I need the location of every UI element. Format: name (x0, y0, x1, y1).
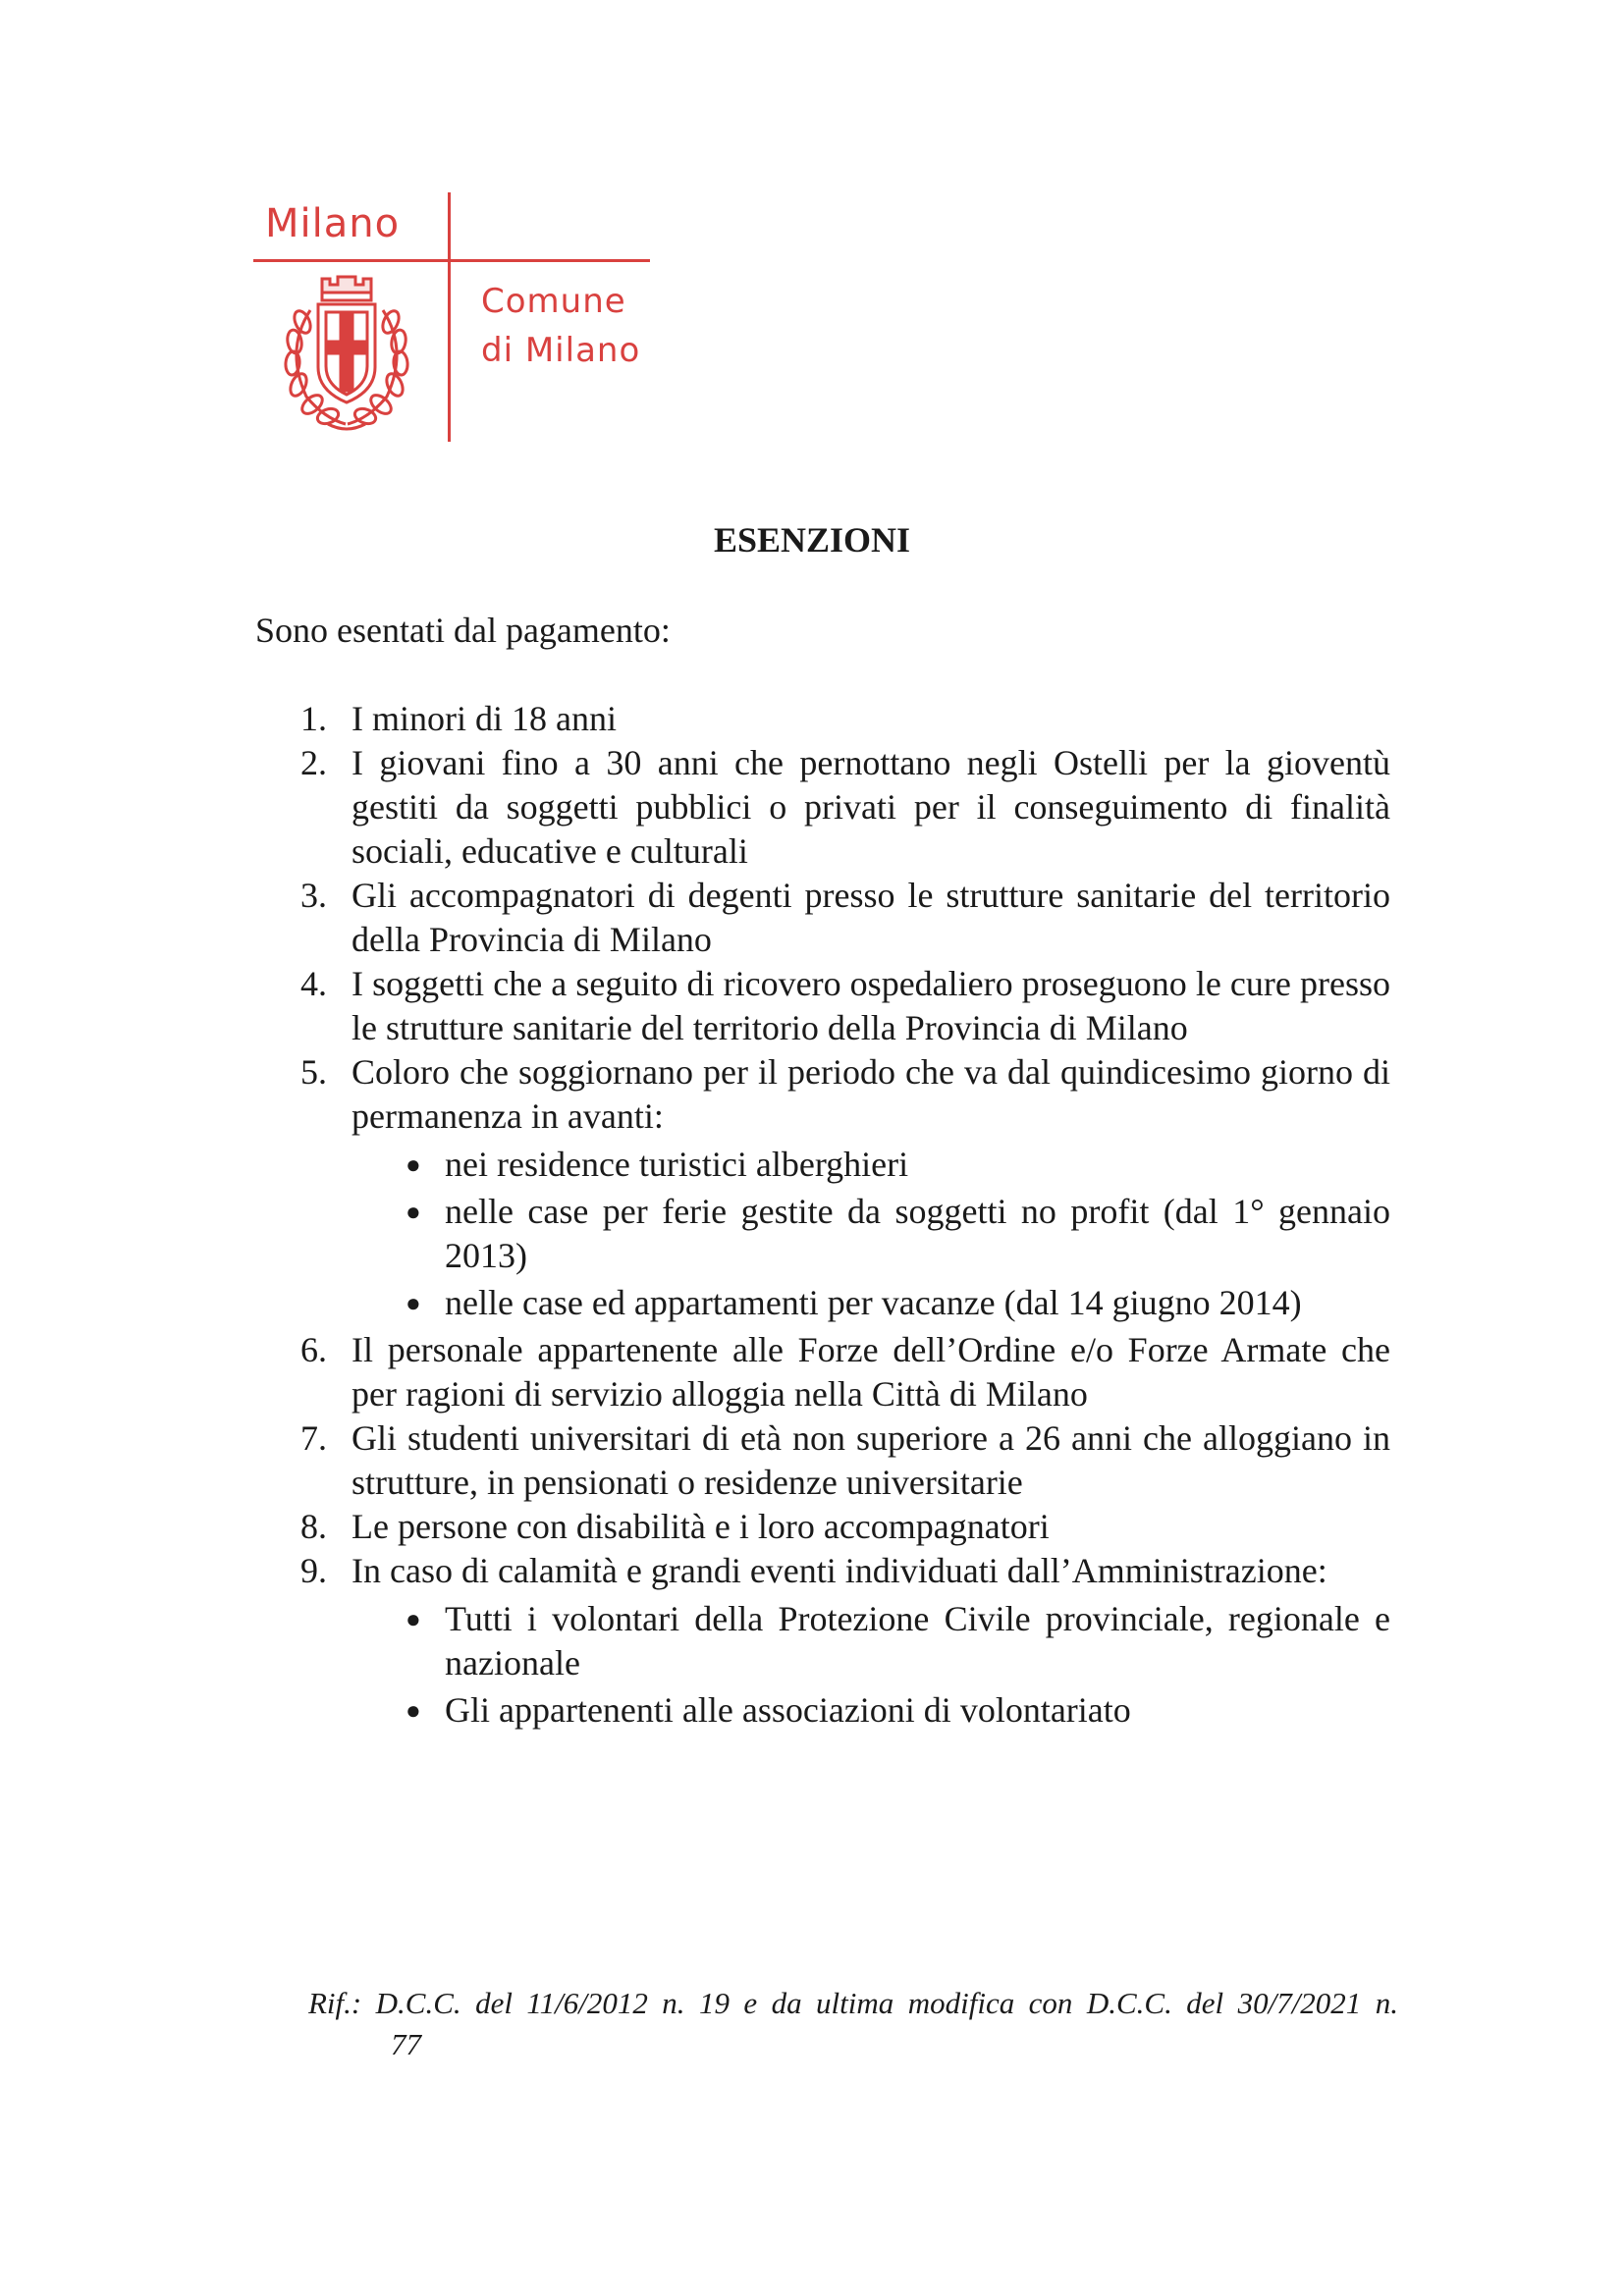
exemption-number: 4. (300, 964, 327, 1003)
exemption-item (300, 697, 1390, 741)
exemption-subitem-text: Gli appartenenti alle associazioni di volontariato (445, 1690, 1131, 1730)
document-title: ESENZIONI (713, 520, 911, 560)
exemption-text: Gli accompagnatori di degenti presso le strutture sanitarie del territorio della Provincia di Milano (352, 876, 1390, 959)
exemption-item (300, 962, 1390, 1050)
exemption-number: 7. (300, 1418, 327, 1458)
bullet-icon: ● (406, 1198, 421, 1226)
logo-comune-line2: di Milano (481, 331, 641, 370)
exemption-item (300, 1549, 1390, 1733)
exemption-text: Gli studenti universitari di età non superiore a 26 anni che alloggiano in strutture, in pensionati o residenze universitarie (352, 1418, 1390, 1502)
bullet-icon: ● (406, 1605, 421, 1633)
reference-note (308, 1983, 1398, 2065)
exemption-number: 6. (300, 1330, 327, 1369)
logo-city-name: Milano (265, 201, 401, 246)
exemption-sublist (352, 1597, 1390, 1733)
exemption-subitem-text: Tutti i volontari della Protezione Civile provinciale, regionale e nazionale (445, 1599, 1390, 1682)
exemption-item (300, 1416, 1390, 1505)
exemption-subitem-text: nelle case ed appartamenti per vacanze (dal 14 giugno 2014) (445, 1283, 1302, 1322)
crest-icon (267, 271, 426, 438)
intro-text: Sono esentati dal pagamento: (255, 611, 671, 650)
exemption-item (300, 1050, 1390, 1325)
bullet-icon: ● (406, 1150, 421, 1179)
exemption-subitem (352, 1143, 1390, 1187)
logo-vertical-rule (448, 192, 451, 442)
exemption-item (300, 874, 1390, 962)
exemption-text: I soggetti che a seguito di ricovero ospedaliero proseguono le cure presso le strutture sanitarie del territorio della Provincia di Milano (352, 964, 1390, 1047)
exemption-subitem-text: nei residence turistici alberghieri (445, 1145, 909, 1184)
reference-line-1: Rif.: D.C.C. del 11/6/2012 n. 19 e da ultima modifica con D.C.C. del 30/7/2021 n. (308, 1986, 1398, 2020)
exemption-text: I minori di 18 anni (352, 699, 617, 738)
exemption-number: 3. (300, 876, 327, 915)
bullet-icon: ● (406, 1696, 421, 1725)
comune-di-milano-logo (253, 192, 656, 444)
logo-comune-text (481, 277, 640, 375)
exemption-number: 1. (300, 699, 327, 738)
exemption-subitem (352, 1688, 1390, 1733)
logo-horizontal-rule (253, 259, 650, 262)
reference-line-2: 77 (391, 2027, 421, 2061)
exemption-subitem-text: nelle case per ferie gestite da soggetti no profit (dal 1° gennaio 2013) (445, 1192, 1390, 1275)
exemption-text: Coloro che soggiornano per il periodo che va dal quindicesimo giorno di permanenza in avanti: (352, 1052, 1390, 1136)
exemption-subitem (352, 1281, 1390, 1325)
exemption-number: 5. (300, 1052, 327, 1092)
exemption-text: Il personale appartenente alle Forze dell’Ordine e/o Forze Armate che per ragioni di servizio alloggia nella Città di Milano (352, 1330, 1390, 1414)
exemption-number: 9. (300, 1551, 327, 1590)
exemption-sublist (352, 1143, 1390, 1325)
exemption-item (300, 741, 1390, 874)
exemption-text: In caso di calamità e grandi eventi individuati dall’Amministrazione: (352, 1551, 1327, 1590)
exemption-text: I giovani fino a 30 anni che pernottano negli Ostelli per la gioventù gestiti da soggetti pubblici o privati per il conseguimento di finalità sociali, educative e culturali (352, 743, 1390, 871)
exemption-item (300, 1328, 1390, 1416)
exemption-subitem (352, 1597, 1390, 1685)
logo-comune-line1: Comune (481, 282, 626, 321)
exemption-number: 2. (300, 743, 327, 782)
exemption-item (300, 1505, 1390, 1549)
exemption-number: 8. (300, 1507, 327, 1546)
exemption-subitem (352, 1190, 1390, 1278)
exemption-text: Le persone con disabilità e i loro accompagnatori (352, 1507, 1050, 1546)
exemptions-list (300, 697, 1390, 1735)
bullet-icon: ● (406, 1289, 421, 1317)
